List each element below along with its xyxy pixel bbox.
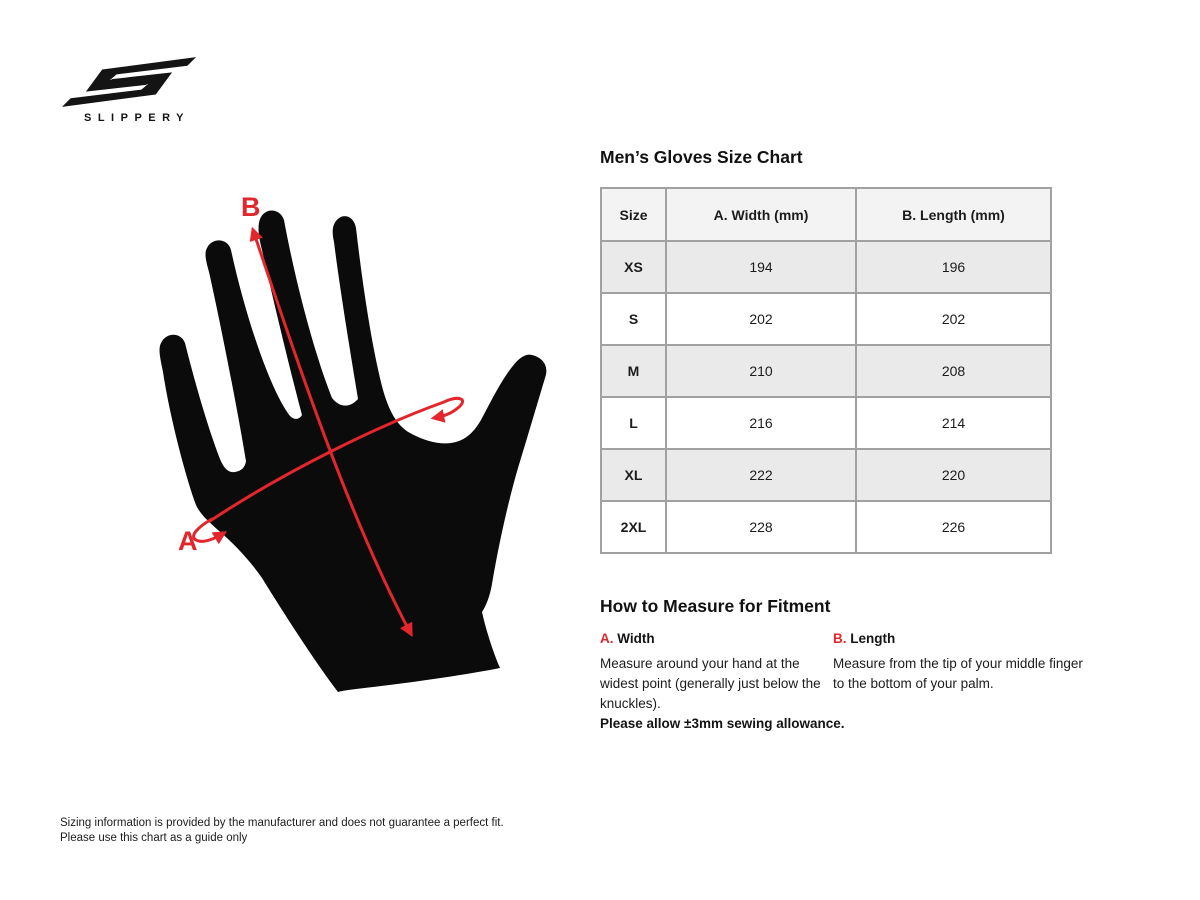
table-row bbox=[601, 345, 1051, 397]
width-value: 210 bbox=[666, 345, 856, 397]
size-label: M bbox=[601, 345, 666, 397]
length-value: 214 bbox=[856, 397, 1051, 449]
length-value: 196 bbox=[856, 241, 1051, 293]
length-value: 202 bbox=[856, 293, 1051, 345]
col-header-size: Size bbox=[601, 188, 666, 241]
size-chart-table bbox=[600, 187, 1052, 554]
width-value: 216 bbox=[666, 397, 856, 449]
how-to-measure-heading: How to Measure for Fitment bbox=[600, 596, 831, 616]
length-value: 208 bbox=[856, 345, 1051, 397]
col-header-length: B. Length (mm) bbox=[856, 188, 1051, 241]
width-value: 202 bbox=[666, 293, 856, 345]
measure-item-length bbox=[833, 629, 1089, 694]
hand-measurement-diagram bbox=[150, 190, 560, 700]
slippery-logo bbox=[62, 56, 202, 124]
table-row bbox=[601, 449, 1051, 501]
size-label: S bbox=[601, 293, 666, 345]
length-value: 220 bbox=[856, 449, 1051, 501]
width-value: 222 bbox=[666, 449, 856, 501]
diagram-label-b: B bbox=[241, 192, 261, 222]
size-label: 2XL bbox=[601, 501, 666, 553]
measure-width-description: Measure around your hand at the widest point (generally just below the knuckles). bbox=[600, 656, 821, 711]
disclaimer-line-1: Sizing information is provided by the manufacturer and does not guarantee a perfect fit. bbox=[60, 817, 504, 829]
table-row bbox=[601, 397, 1051, 449]
table-row bbox=[601, 501, 1051, 553]
size-label: XS bbox=[601, 241, 666, 293]
sewing-allowance-note: Please allow ±3mm sewing allowance. bbox=[600, 716, 845, 731]
table-header-row bbox=[601, 188, 1051, 241]
size-label: XL bbox=[601, 449, 666, 501]
width-value: 194 bbox=[666, 241, 856, 293]
size-chart-title: Men’s Gloves Size Chart bbox=[600, 147, 803, 167]
brand-wordmark: SLIPPERY bbox=[84, 112, 190, 124]
measure-item-width bbox=[600, 629, 838, 714]
table-row bbox=[601, 293, 1051, 345]
width-value: 228 bbox=[666, 501, 856, 553]
hand-silhouette-icon bbox=[150, 190, 560, 700]
disclaimer-line-2: Please use this chart as a guide only bbox=[60, 831, 248, 844]
disclaimer bbox=[60, 816, 504, 845]
measure-width-label bbox=[600, 629, 838, 649]
measure-length-description: Measure from the tip of your middle finger to the bottom of your palm. bbox=[833, 656, 1083, 691]
diagram-label-a: A bbox=[178, 526, 198, 556]
table-row bbox=[601, 241, 1051, 293]
size-label: L bbox=[601, 397, 666, 449]
glove-silhouette bbox=[160, 210, 547, 692]
measure-length-key: B. bbox=[833, 631, 847, 646]
col-header-width: A. Width (mm) bbox=[666, 188, 856, 241]
measure-width-name: Width bbox=[617, 631, 655, 646]
measure-length-name: Length bbox=[850, 631, 896, 646]
measure-width-key: A. bbox=[600, 631, 614, 646]
s-emblem-icon bbox=[62, 56, 196, 108]
measure-length-label bbox=[833, 629, 1089, 649]
length-value: 226 bbox=[856, 501, 1051, 553]
